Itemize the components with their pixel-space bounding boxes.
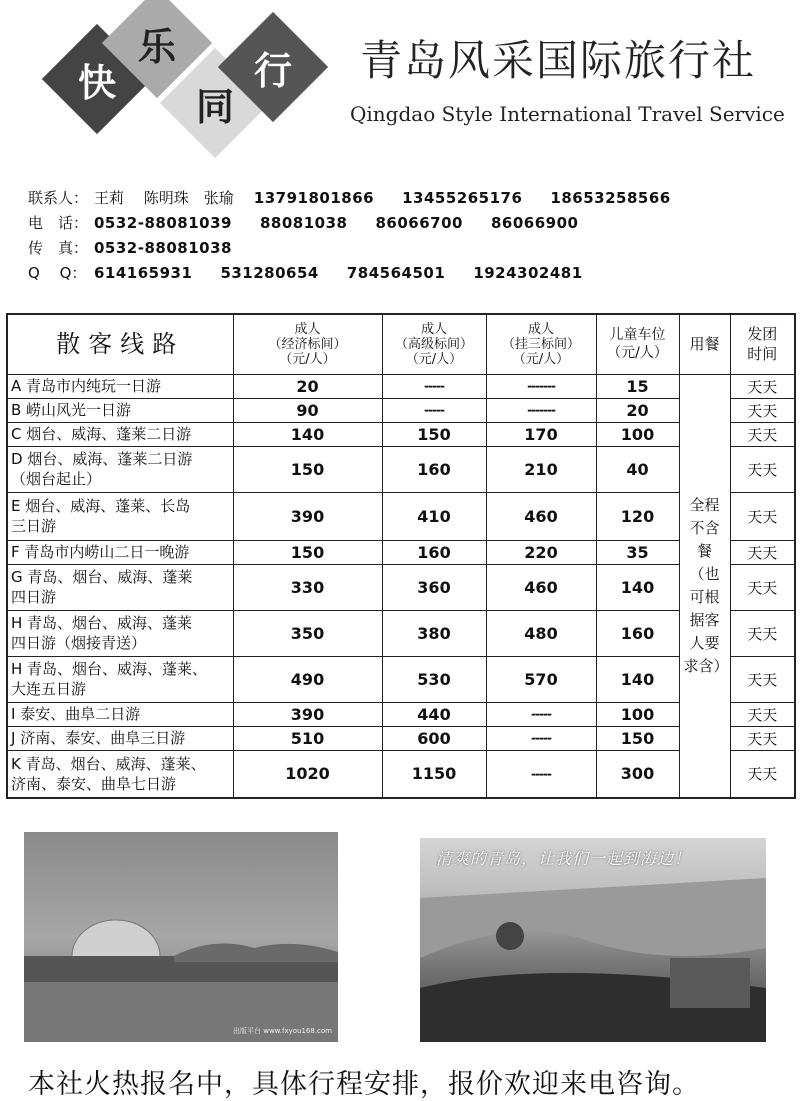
tel-number[interactable]: 86066900 <box>490 214 579 232</box>
qq-number[interactable]: 614165931 <box>94 264 193 282</box>
logo <box>30 2 340 162</box>
three-star-price-cell: 460 <box>486 492 596 540</box>
photo-qingdao-coast <box>420 838 766 1042</box>
three-star-price-cell: ----- <box>486 726 596 750</box>
economy-price-cell: 390 <box>233 702 382 726</box>
departure-cell: 天天 <box>730 374 795 398</box>
premium-price-cell: 150 <box>382 422 486 446</box>
departure-cell: 天天 <box>730 702 795 726</box>
table-row <box>7 702 795 726</box>
premium-price-cell: ----- <box>382 374 486 398</box>
three-star-price-cell: 570 <box>486 656 596 702</box>
child-price-cell: 160 <box>596 610 679 656</box>
route-name-cell: E 烟台、威海、蓬莱、长岛 三日游 <box>7 492 233 540</box>
tel-label: 电 话： <box>28 214 89 232</box>
three-star-price-cell: ----- <box>486 750 596 798</box>
departure-cell: 天天 <box>730 610 795 656</box>
route-name-cell: I 泰安、曲阜二日游 <box>7 702 233 726</box>
tel-number[interactable]: 88081038 <box>259 214 348 232</box>
child-price-cell: 15 <box>596 374 679 398</box>
departure-cell: 天天 <box>730 446 795 492</box>
child-price-cell: 300 <box>596 750 679 798</box>
departure-column-header: 发团 时间 <box>730 314 795 374</box>
premium-price-cell: 530 <box>382 656 486 702</box>
three-star-price-cell: 480 <box>486 610 596 656</box>
route-column-header: 散客线路 <box>7 314 233 374</box>
child-price-cell: 40 <box>596 446 679 492</box>
departure-cell: 天天 <box>730 492 795 540</box>
qq-number[interactable]: 531280654 <box>220 264 319 282</box>
photo-caption: 清爽的青岛，让我们一起到海边！ <box>436 849 692 868</box>
table-row <box>7 446 795 492</box>
table-row <box>7 374 795 398</box>
contact-person-row <box>28 186 788 211</box>
agency-name-cn: 青岛风采国际旅行社 <box>360 36 757 85</box>
contact-label: 联系人： <box>28 189 89 207</box>
economy-price-cell: 490 <box>233 656 382 702</box>
contact-names: 王莉 陈明珠 张瑜 <box>94 189 234 207</box>
three-star-price-cell: ----- <box>486 702 596 726</box>
table-row <box>7 656 795 702</box>
child-price-cell: 100 <box>596 702 679 726</box>
phone-number[interactable]: 18653258566 <box>550 189 671 207</box>
economy-price-cell: 510 <box>233 726 382 750</box>
fax-number[interactable]: 0532-88081038 <box>94 239 232 257</box>
child-price-cell: 20 <box>596 398 679 422</box>
economy-column-header: 成人 （经济标间） （元/人） <box>233 314 382 374</box>
table-row <box>7 422 795 446</box>
departure-cell: 天天 <box>730 398 795 422</box>
table-row <box>7 750 795 798</box>
logo-char: 同 <box>195 83 234 129</box>
table-header-row <box>7 314 795 374</box>
table-row <box>7 492 795 540</box>
economy-price-cell: 350 <box>233 610 382 656</box>
contact-tel-row <box>28 211 788 236</box>
three-star-column-header: 成人 （挂三标间） （元/人） <box>486 314 596 374</box>
premium-price-cell: 410 <box>382 492 486 540</box>
premium-price-cell: ----- <box>382 398 486 422</box>
premium-price-cell: 1150 <box>382 750 486 798</box>
logo-char: 快 <box>77 59 116 105</box>
table-row <box>7 398 795 422</box>
route-name-cell: J 济南、泰安、曲阜三日游 <box>7 726 233 750</box>
qq-number[interactable]: 784564501 <box>346 264 446 282</box>
qq-label: Q Q： <box>28 264 87 282</box>
premium-column-header: 成人 （高级标间） （元/人） <box>382 314 486 374</box>
route-name-cell: H 青岛、烟台、威海、蓬莱 四日游（烟接青送） <box>7 610 233 656</box>
three-star-price-cell: 210 <box>486 446 596 492</box>
logo-char: 乐 <box>137 23 176 69</box>
premium-price-cell: 600 <box>382 726 486 750</box>
table-row <box>7 726 795 750</box>
three-star-price-cell: 220 <box>486 540 596 564</box>
economy-price-cell: 390 <box>233 492 382 540</box>
contact-fax-row <box>28 236 788 261</box>
contact-block <box>28 186 788 286</box>
child-column-header: 儿童车位 （元/人） <box>596 314 679 374</box>
photo-watermark: 出版平台 www.fxyou168.com <box>233 1027 332 1035</box>
route-name-cell: G 青岛、烟台、威海、蓬莱 四日游 <box>7 564 233 610</box>
three-star-price-cell: ------- <box>486 374 596 398</box>
table-row <box>7 540 795 564</box>
route-name-cell: K 青岛、烟台、威海、蓬莱、 济南、泰安、曲阜七日游 <box>7 750 233 798</box>
phone-number[interactable]: 13791801866 <box>253 189 375 207</box>
economy-price-cell: 20 <box>233 374 382 398</box>
table-row <box>7 610 795 656</box>
premium-price-cell: 160 <box>382 446 486 492</box>
child-price-cell: 140 <box>596 564 679 610</box>
three-star-price-cell: 170 <box>486 422 596 446</box>
photo-qingdao-dome <box>24 832 338 1042</box>
qq-number[interactable]: 1924302481 <box>473 264 583 282</box>
meal-note-cell: 全程 不含 餐 （也 可根 据客 人要 求含） <box>679 374 730 798</box>
agency-name-en: Qingdao Style International Travel Service <box>350 102 785 126</box>
logo-tile <box>218 12 328 122</box>
logo-char: 行 <box>253 47 292 93</box>
three-star-price-cell: 460 <box>486 564 596 610</box>
route-name-cell: D 烟台、威海、蓬莱二日游 （烟台起止） <box>7 446 233 492</box>
departure-cell: 天天 <box>730 422 795 446</box>
economy-price-cell: 90 <box>233 398 382 422</box>
departure-cell: 天天 <box>730 540 795 564</box>
child-price-cell: 120 <box>596 492 679 540</box>
economy-price-cell: 1020 <box>233 750 382 798</box>
departure-cell: 天天 <box>730 726 795 750</box>
premium-price-cell: 380 <box>382 610 486 656</box>
premium-price-cell: 440 <box>382 702 486 726</box>
footer-slogan: 本社火热报名中，具体行程安排，报价欢迎来电咨询。 <box>28 1069 700 1100</box>
economy-price-cell: 330 <box>233 564 382 610</box>
departure-cell: 天天 <box>730 656 795 702</box>
route-name-cell: F 青岛市内崂山二日一晚游 <box>7 540 233 564</box>
premium-price-cell: 160 <box>382 540 486 564</box>
meal-column-header: 用餐 <box>679 314 730 374</box>
child-price-cell: 140 <box>596 656 679 702</box>
premium-price-cell: 360 <box>382 564 486 610</box>
route-name-cell: A 青岛市内纯玩一日游 <box>7 374 233 398</box>
economy-price-cell: 140 <box>233 422 382 446</box>
tel-number[interactable]: 0532-88081039 <box>94 214 232 232</box>
economy-price-cell: 150 <box>233 446 382 492</box>
dome-illustration <box>24 832 338 1042</box>
fax-label: 传 真： <box>28 239 89 257</box>
table-row <box>7 564 795 610</box>
three-star-price-cell: ------- <box>486 398 596 422</box>
departure-cell: 天天 <box>730 564 795 610</box>
phone-number[interactable]: 13455265176 <box>402 189 523 207</box>
route-name-cell: B 崂山风光一日游 <box>7 398 233 422</box>
tel-number[interactable]: 86066700 <box>375 214 463 232</box>
route-name-cell: C 烟台、威海、蓬莱二日游 <box>7 422 233 446</box>
child-price-cell: 150 <box>596 726 679 750</box>
contact-qq-row <box>28 261 788 286</box>
economy-price-cell: 150 <box>233 540 382 564</box>
child-price-cell: 100 <box>596 422 679 446</box>
child-price-cell: 35 <box>596 540 679 564</box>
route-price-table <box>6 313 796 799</box>
departure-cell: 天天 <box>730 750 795 798</box>
route-name-cell: H 青岛、烟台、威海、蓬莱、 大连五日游 <box>7 656 233 702</box>
